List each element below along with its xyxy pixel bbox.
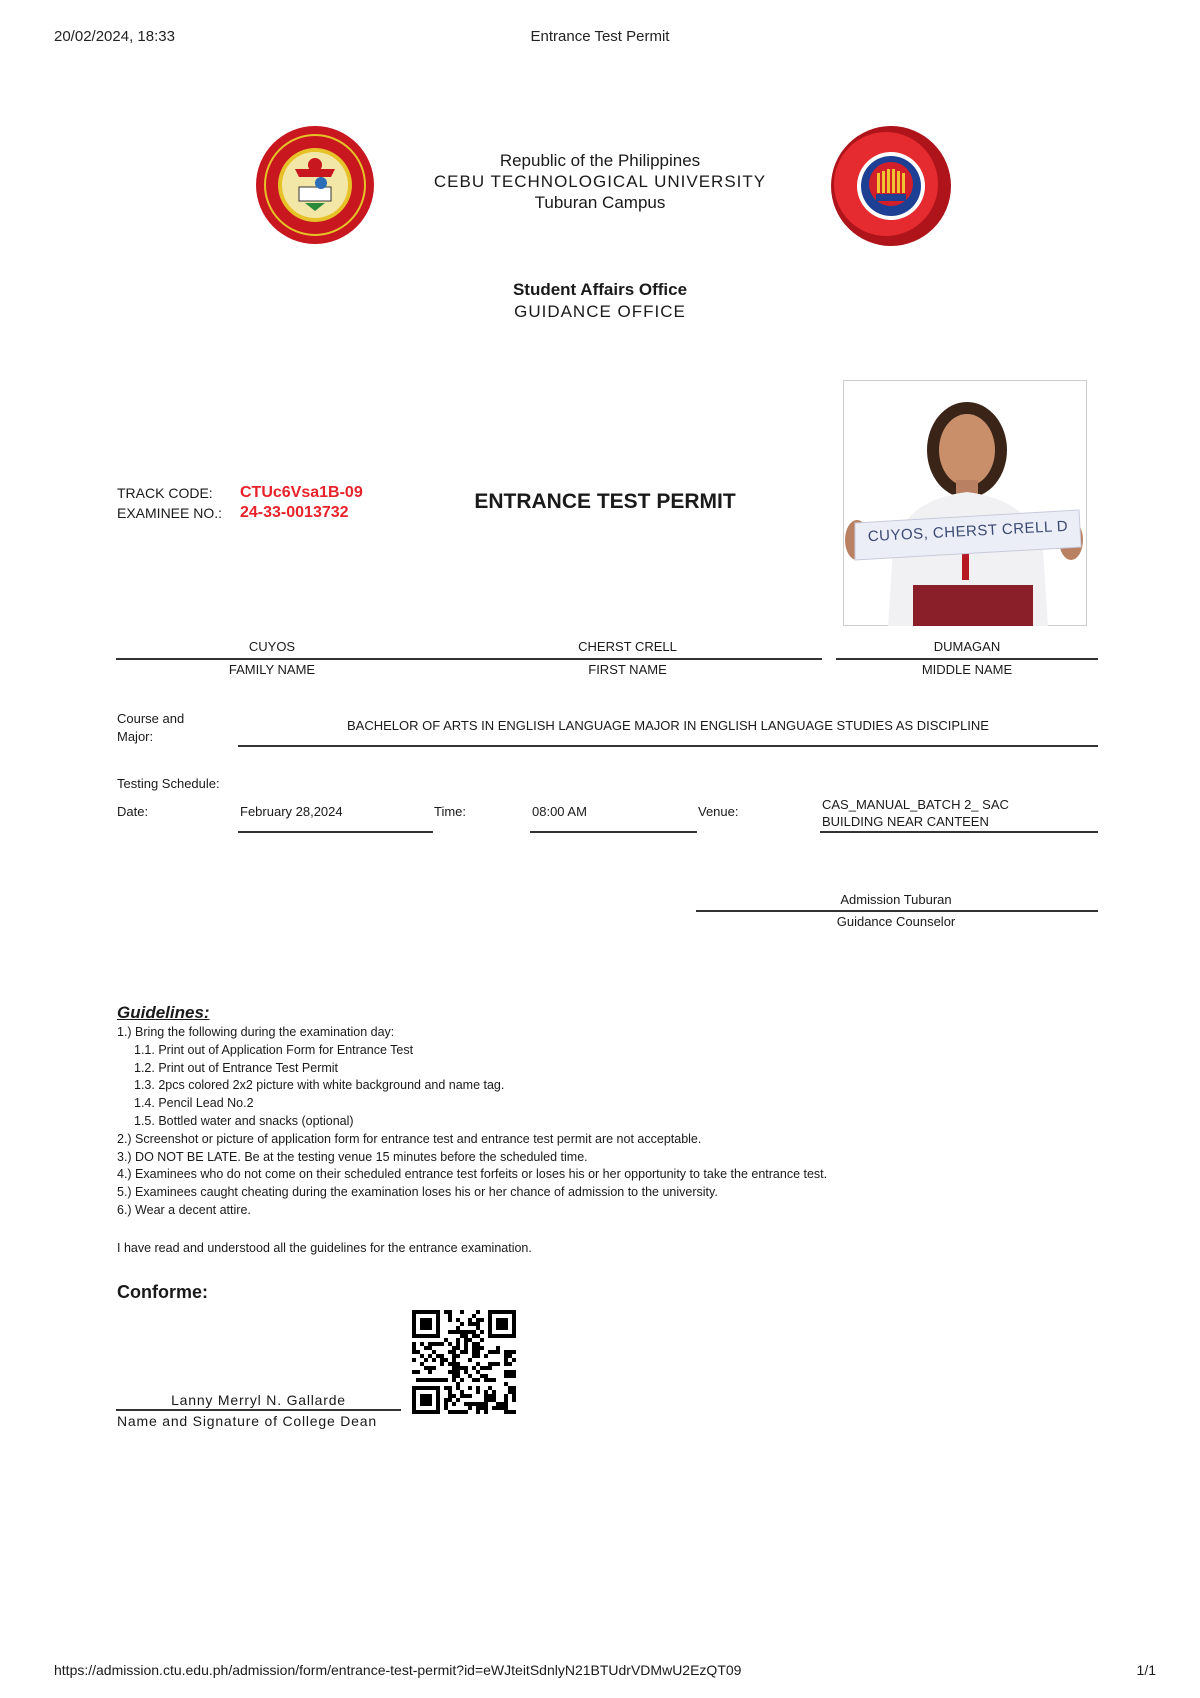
name-underline-left <box>116 658 822 660</box>
print-page-title: Entrance Test Permit <box>530 28 670 45</box>
track-code-label: TRACK CODE: <box>117 485 213 501</box>
time-value: 08:00 AM <box>532 804 587 819</box>
student-affairs-office: Student Affairs Office <box>512 280 688 299</box>
guideline-subitem: 1.4. Pencil Lead No.2 <box>134 1096 254 1111</box>
date-underline <box>238 831 433 833</box>
examinee-no-label: EXAMINEE NO.: <box>117 505 223 521</box>
date-label: Date: <box>117 804 149 819</box>
venue-underline <box>820 831 1098 833</box>
guideline-subitem: 1.5. Bottled water and snacks (optional) <box>134 1113 354 1128</box>
course-label-line2: Major: <box>117 729 154 744</box>
guideline-subitem: 1.3. 2pcs colored 2x2 picture with white background and name tag. <box>134 1078 505 1093</box>
guidelines-heading: Guidelines: <box>117 1003 210 1022</box>
first-name-value: CHERST CRELL <box>578 639 677 654</box>
course-label-line1: Course and <box>117 711 185 726</box>
office-header <box>400 279 800 323</box>
family-name-label: FAMILY NAME <box>228 662 316 677</box>
conforme-heading: Conforme: <box>117 1282 208 1302</box>
guideline-item: 2.) Screenshot or picture of application form for entrance test and entrance test permit are not acceptable. <box>117 1131 702 1146</box>
track-code-value: CTUc6Vsa1B-09 <box>240 484 363 501</box>
examinee-no-value: 24-33-0013732 <box>240 504 349 521</box>
dean-caption: Name and Signature of College Dean <box>117 1413 377 1429</box>
guidelines-acknowledgement: I have read and understood all the guidelines for the entrance examination. <box>117 1241 532 1255</box>
republic-line: Republic of the Philippines <box>499 151 701 170</box>
schedule-heading: Testing Schedule: <box>117 776 220 791</box>
date-value: February 28,2024 <box>240 804 343 819</box>
qr-code <box>412 1310 516 1414</box>
guidelines-list <box>117 1024 1117 1220</box>
counselor-name: Admission Tuburan <box>840 892 952 907</box>
venue-label: Venue: <box>698 804 739 819</box>
guideline-item: 3.) DO NOT BE LATE. Be at the testing venue 15 minutes before the scheduled time. <box>117 1149 588 1164</box>
campus-name: Tuburan Campus <box>534 193 666 212</box>
counselor-title: Guidance Counselor <box>836 914 956 929</box>
photo-name-tag: CUYOS, CHERST CRELL D <box>867 517 1069 546</box>
middle-name-label: MIDDLE NAME <box>921 662 1013 677</box>
guideline-item: 4.) Examinees who do not come on their scheduled entrance test forfeits or loses his or her opportunity to take the entrance test. <box>117 1167 828 1182</box>
dean-signature-line <box>116 1409 401 1411</box>
first-name-label: FIRST NAME <box>588 662 667 677</box>
course-label <box>117 710 184 746</box>
venue-line1: CAS_MANUAL_BATCH 2_ SAC <box>822 797 1009 812</box>
name-underline-middle <box>836 658 1098 660</box>
permit-title: ENTRANCE TEST PERMIT <box>474 490 736 513</box>
guideline-item: 6.) Wear a decent attire. <box>117 1202 251 1217</box>
venue-line2: BUILDING NEAR CANTEEN <box>822 814 989 829</box>
university-name: CEBU TECHNOLOGICAL UNIVERSITY <box>433 172 767 191</box>
print-footer-url: https://admission.ctu.edu.ph/admission/form/entrance-test-permit?id=eWJteitSdnlyN21BTUdrVDMwU2EzQT09 <box>54 1662 742 1678</box>
guideline-subitem: 1.1. Print out of Application Form for Entrance Test <box>134 1042 414 1057</box>
guideline-item: 1.) Bring the following during the examination day: <box>117 1025 395 1039</box>
university-header <box>400 150 800 213</box>
middle-name-value: DUMAGAN <box>933 639 1001 654</box>
examinee-photo <box>843 380 1087 626</box>
print-page-number: 1/1 <box>1136 1662 1156 1678</box>
print-datetime: 20/02/2024, 18:33 <box>54 28 175 45</box>
counselor-underline <box>696 910 1098 912</box>
asean-logo <box>830 125 952 247</box>
venue-value <box>822 796 1009 830</box>
guideline-item: 5.) Examinees caught cheating during the examination loses his or her chance of admission to the university. <box>117 1185 718 1200</box>
guideline-subitem: 1.2. Print out of Entrance Test Permit <box>134 1060 339 1075</box>
university-seal-logo <box>255 125 375 245</box>
time-underline <box>530 831 697 833</box>
course-underline <box>238 745 1098 747</box>
time-label: Time: <box>434 804 467 819</box>
family-name-value: CUYOS <box>248 639 296 654</box>
course-value: BACHELOR OF ARTS IN ENGLISH LANGUAGE MAJOR IN ENGLISH LANGUAGE STUDIES AS DISCIPLINE <box>347 718 989 733</box>
guidance-office: GUIDANCE OFFICE <box>514 302 686 321</box>
dean-name: Lanny Merryl N. Gallarde <box>171 1392 346 1408</box>
